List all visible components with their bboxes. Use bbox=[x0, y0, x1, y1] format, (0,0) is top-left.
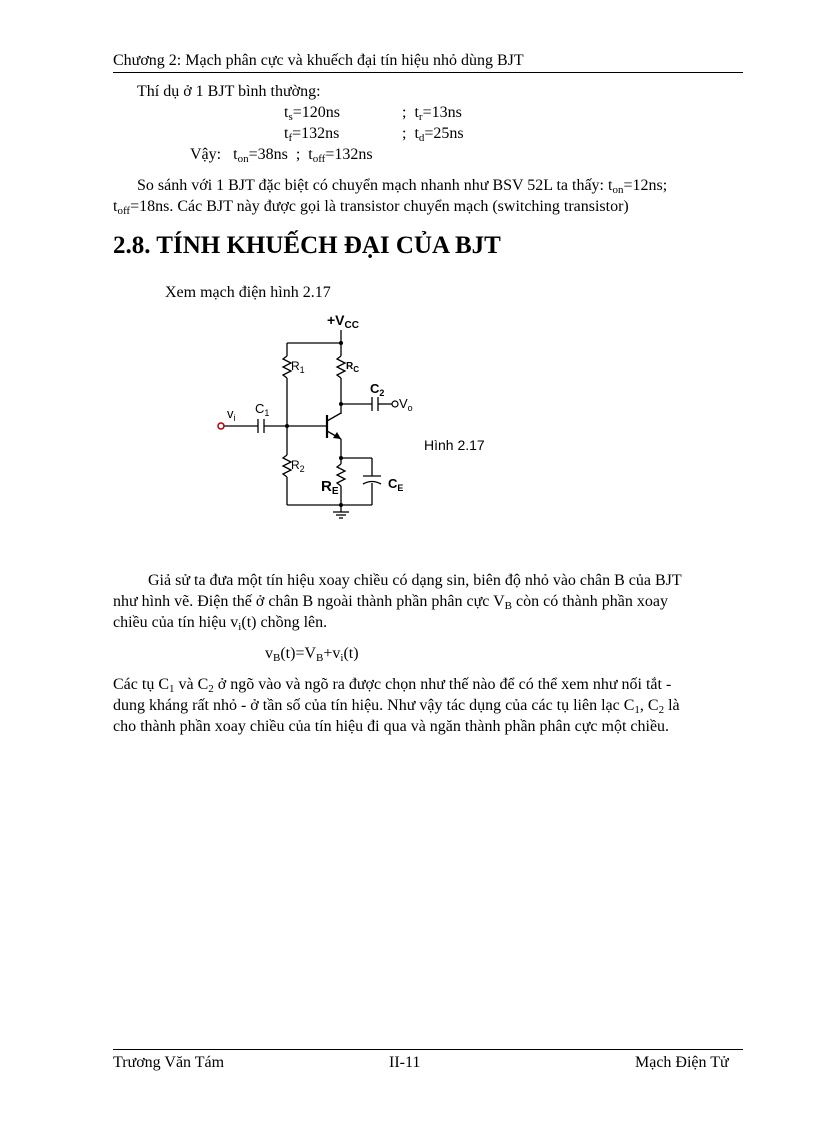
equation: $v_B(t)=V_B+v_i(t)$ bbox=[265, 645, 359, 664]
page-header: Chương 2: Mạch phân cực và khuếch đại tín hiệu nhỏ dùng BJT bbox=[113, 52, 524, 69]
footer-page-number: II-11 bbox=[389, 1054, 421, 1071]
paragraph-1-line-1: Giả sử ta đưa một tín hiệu xoay chiều có dạng sin, biên độ nhỏ vào chân B của BJT bbox=[148, 572, 682, 589]
r2-resistor bbox=[283, 455, 291, 477]
r2-label: $R_2$ bbox=[291, 458, 305, 474]
transistor-collector bbox=[327, 413, 341, 421]
tf-value: $t_f=132ns$ bbox=[284, 125, 340, 144]
r1-resistor bbox=[283, 356, 291, 378]
vcc-label: $+V_{CC}$ bbox=[327, 312, 359, 331]
paragraph-1-line-3: chiều của tín hiệu $v_i(t)$ chồng lên. bbox=[113, 614, 328, 633]
figure-intro: Xem mạch điện hình 2.17 bbox=[165, 284, 331, 301]
paragraph-2-line-3: cho thành phần xoay chiều của tín hiệu đi qua và ngăn thành phần phân cực một chiều. bbox=[113, 718, 670, 735]
header-rule bbox=[113, 72, 743, 73]
switching-result: Vậy: $t_{on}=38ns$ ; $t_{off}=132ns$ bbox=[190, 146, 373, 165]
example-intro: Thí dụ ở 1 BJT bình thường: bbox=[137, 83, 321, 100]
comparison-line-2: $t_{off}=18ns$. Các BJT này được gọi là transistor chuyển mạch (switching transistor) bbox=[113, 198, 629, 217]
tr-value: ; $t_r=13ns$ bbox=[402, 104, 462, 123]
circuit-diagram bbox=[200, 308, 440, 528]
vo-label: $V_o$ bbox=[399, 396, 413, 413]
paragraph-1-line-2: như hình vẽ. Điện thế ở chân B ngoài thành phần phân cực $V_B$ còn có thành phần xoay bbox=[113, 593, 668, 612]
figure-caption: Hình 2.17 bbox=[424, 437, 485, 453]
ce-label: $C_E$ bbox=[388, 476, 404, 493]
vi-label: $v_i$ bbox=[227, 406, 236, 423]
section-heading: 2.8. TÍNH KHUẾCH ĐẠI CỦA BJT bbox=[113, 232, 501, 259]
footer-author: Trương Văn Tám bbox=[113, 1054, 225, 1071]
footer-rule bbox=[113, 1049, 743, 1050]
ts-value: $t_s=120ns$ bbox=[284, 104, 340, 123]
re-label: $R_E$ bbox=[321, 478, 339, 497]
input-terminal bbox=[218, 423, 224, 429]
r1-label: $R_1$ bbox=[291, 359, 305, 375]
paragraph-2-line-1: Các tụ $C_1$ và $C_2$ ở ngõ vào và ngõ ra được chọn như thế nào để có thể xem như nối tắt - bbox=[113, 676, 672, 695]
comparison-line-1: So sánh với 1 BJT đặc biệt có chuyển mạch nhanh như BSV 52L ta thấy: $t_{on}=12ns$; bbox=[137, 177, 668, 196]
output-terminal bbox=[392, 401, 398, 407]
td-value: ; $t_d=25ns$ bbox=[402, 125, 464, 144]
c1-label: $C_1$ bbox=[255, 401, 270, 418]
rc-resistor bbox=[337, 356, 345, 378]
footer-book-title: Mạch Điện Tử bbox=[635, 1054, 729, 1071]
paragraph-2-line-2: dung kháng rất nhỏ - ở tần số của tín hiệu. Như vậy tác dụng của các tụ liên lạc $C_1$, $C_2$ là bbox=[113, 697, 680, 716]
c2-label: $C_2$ bbox=[370, 381, 385, 398]
rc-label: $R_C$ bbox=[346, 361, 360, 374]
